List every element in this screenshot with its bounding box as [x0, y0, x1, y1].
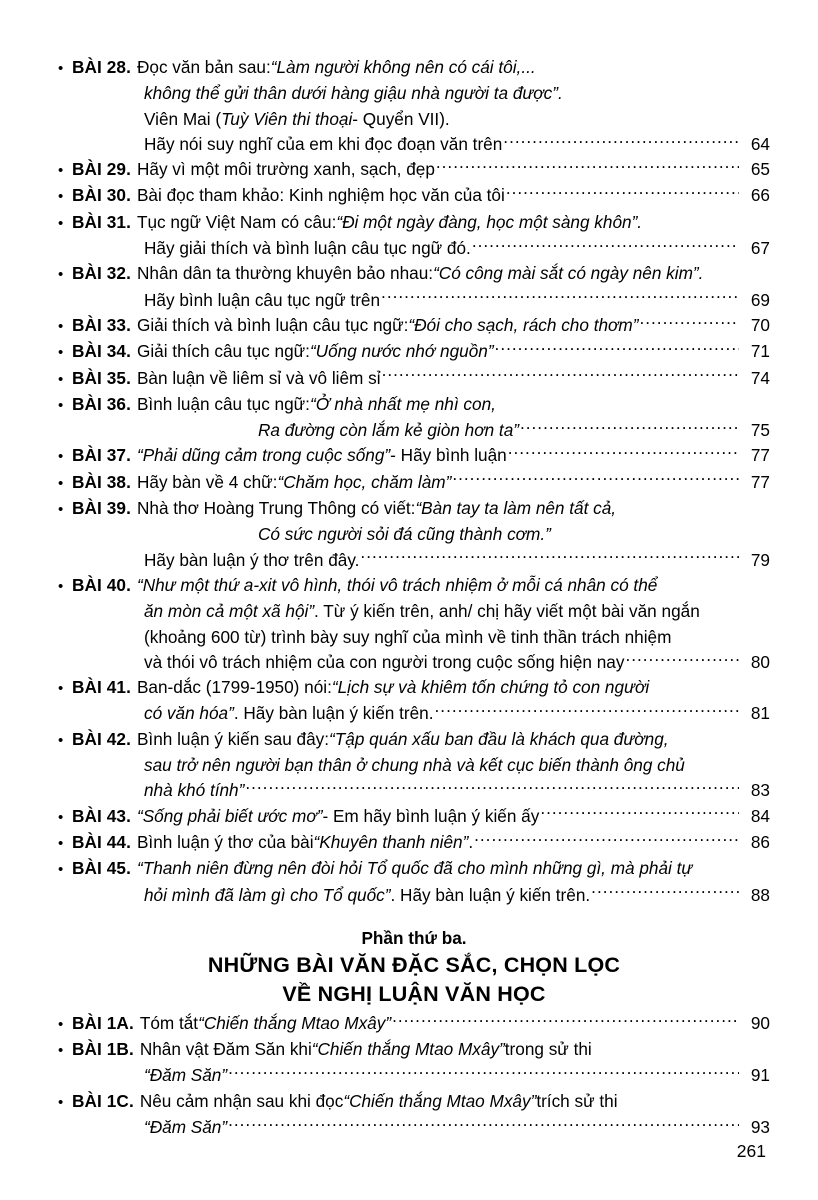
toc-entry-line: [58, 288, 770, 313]
toc-entry[interactable]: [58, 210, 770, 262]
toc-entry-line: [58, 778, 770, 803]
section-heading-title-line2: VỀ NGHỊ LUẬN VĂN HỌC: [282, 981, 546, 1006]
toc-text-italic: “Thanh niên đừng nên đòi hỏi Tổ quốc đã cho mình những gì, mà phải tự: [136, 858, 693, 879]
toc-entries-part-two: [58, 55, 770, 908]
toc-text: trong sử thi: [504, 1039, 592, 1060]
dot-leader: [382, 366, 739, 383]
dot-leader: [245, 779, 739, 796]
toc-entry-line: [58, 183, 770, 209]
toc-entry-label: BÀI 28.: [72, 57, 131, 77]
toc-text-italic: “Đăm Săn”: [144, 1116, 228, 1137]
toc-page-number: 74: [750, 367, 770, 388]
toc-text: Nhà thơ Hoàng Trung Thông có viết:: [136, 498, 416, 519]
toc-entry-label: BÀI 35.: [72, 367, 131, 388]
toc-entry-label: BÀI 29.: [72, 159, 131, 180]
toc-page-number: 66: [750, 185, 770, 206]
toc-text: Tóm tắt: [139, 1012, 199, 1033]
toc-entry[interactable]: [58, 675, 770, 727]
toc-entry[interactable]: [58, 366, 770, 392]
table-of-contents: [58, 55, 770, 1140]
toc-text-italic: “Lịch sự và khiêm tốn chứng tỏ con người: [331, 677, 650, 698]
toc-text-italic: Có sức người sỏi đá cũng thành cơm.”: [258, 524, 551, 545]
toc-text: - Quyển VII).: [352, 108, 450, 129]
toc-entry-line: [58, 675, 770, 701]
section-heading: [58, 926, 770, 1009]
bullet-icon: •: [58, 680, 64, 698]
dot-leader: [506, 184, 739, 201]
toc-text: (khoảng 600 từ) trình bày suy nghĩ của mình về tinh thần trách nhiệm: [144, 626, 672, 647]
toc-page-number: 88: [750, 884, 770, 905]
dot-leader: [228, 1116, 739, 1133]
toc-entry-line: [58, 753, 770, 778]
toc-entry[interactable]: [58, 1011, 770, 1037]
toc-entry-line: [58, 830, 770, 856]
toc-entry-line: [58, 701, 770, 726]
bullet-icon: •: [58, 577, 64, 595]
bullet-icon: •: [58, 162, 64, 180]
toc-page-number: 80: [750, 651, 770, 672]
toc-text-italic: “Chiến thắng Mtao Mxây”: [198, 1012, 392, 1033]
toc-text-italic: “Đi một ngày đàng, học một sàng khôn”.: [336, 211, 643, 232]
dot-leader: [540, 804, 739, 821]
bullet-icon: •: [58, 1042, 64, 1060]
toc-page-number: 64: [750, 133, 770, 154]
toc-page-number: 77: [750, 445, 770, 466]
dot-leader: [639, 314, 739, 331]
toc-entry-line: [58, 418, 770, 443]
toc-text-italic: “Làm người không nên có cái tôi,...: [270, 57, 536, 77]
dot-leader: [495, 340, 739, 357]
dot-leader: [625, 651, 739, 668]
toc-entry-label: BÀI 1C.: [72, 1090, 134, 1111]
toc-text-italic: ăn mòn cả một xã hội”: [144, 601, 315, 622]
toc-entry[interactable]: [58, 443, 770, 469]
page-number: 261: [736, 1141, 766, 1161]
toc-text: Giải thích câu tục ngữ:: [136, 341, 310, 362]
bullet-icon: •: [58, 1093, 64, 1111]
toc-entry[interactable]: [58, 261, 770, 313]
toc-page-number: 75: [750, 420, 770, 441]
bullet-icon: •: [58, 188, 64, 206]
toc-text-italic: “Chăm học, chăm làm”: [277, 471, 452, 492]
toc-entry[interactable]: [58, 339, 770, 365]
bullet-icon: •: [58, 317, 64, 335]
toc-page-number: 93: [750, 1116, 770, 1137]
toc-entry-line: [58, 443, 770, 469]
toc-entry-label: BÀI 1A.: [72, 1012, 134, 1033]
toc-entry-label: BÀI 38.: [72, 471, 131, 492]
toc-entry[interactable]: [58, 856, 770, 908]
toc-text: .: [468, 831, 474, 852]
toc-entry[interactable]: [58, 1037, 770, 1089]
toc-entry[interactable]: [58, 496, 770, 573]
toc-entry-line: [58, 210, 770, 236]
bullet-icon: •: [58, 501, 64, 519]
toc-entry[interactable]: [58, 573, 770, 675]
toc-entry-line: [58, 650, 770, 675]
toc-entry[interactable]: [58, 727, 770, 804]
toc-text: Hãy bàn luận ý thơ trên đây.: [144, 549, 360, 570]
bullet-icon: •: [58, 370, 64, 388]
toc-text-italic: “Phải dũng cảm trong cuộc sống”: [136, 445, 391, 466]
toc-text: Hãy giải thích và bình luận câu tục ngữ đó.: [144, 238, 471, 259]
toc-entry[interactable]: [58, 1089, 770, 1141]
toc-entry-line: [58, 883, 770, 908]
toc-entry-label: BÀI 45.: [72, 858, 131, 879]
toc-entry-line: [58, 261, 770, 287]
toc-entry-label: BÀI 31.: [72, 211, 131, 232]
dot-leader: [381, 288, 739, 305]
toc-entry[interactable]: [58, 55, 770, 157]
dot-leader: [228, 1064, 739, 1081]
toc-entry[interactable]: [58, 157, 770, 183]
toc-text: và thói vô trách nhiệm của con người trong cuộc sống hiện nay: [144, 651, 625, 672]
toc-entries-part-three: [58, 1011, 770, 1140]
toc-text-italic: có văn hóa”: [144, 703, 234, 724]
toc-page-number: 77: [750, 471, 770, 492]
toc-entry-line: [58, 1063, 770, 1088]
bullet-icon: •: [58, 1015, 64, 1033]
toc-text: Bình luận câu tục ngữ:: [136, 393, 310, 414]
toc-entry-label: BÀI 33.: [72, 314, 131, 335]
toc-text-italic: Ra đường còn lắm kẻ giòn hơn ta”: [258, 420, 519, 441]
toc-page-number: 79: [750, 549, 770, 570]
toc-text-italic: “Uống nước nhớ nguồn”: [309, 341, 494, 362]
toc-entry-label: BÀI 41.: [72, 677, 131, 698]
toc-text-italic: “Khuyên thanh niên”: [313, 831, 469, 852]
bullet-icon: •: [58, 60, 64, 77]
bullet-icon: •: [58, 731, 64, 749]
toc-text: Bài đọc tham khảo: Kinh nghiệm học văn của tôi: [136, 185, 505, 206]
toc-text: Bình luận ý kiến sau đây:: [136, 728, 330, 749]
toc-entry-line: [58, 132, 770, 157]
toc-text: Hãy nói suy nghĩ của em khi đọc đoạn văn trên: [144, 133, 503, 154]
toc-text-italic: “Đăm Săn”: [144, 1065, 228, 1086]
toc-entry-label: BÀI 1B.: [72, 1039, 134, 1060]
toc-entry-line: [58, 107, 770, 132]
toc-entry-line: [58, 339, 770, 365]
toc-entry-label: BÀI 43.: [72, 805, 131, 826]
toc-page-number: 71: [750, 341, 770, 362]
dot-leader: [474, 831, 739, 848]
toc-page-number: 83: [750, 780, 770, 801]
toc-entry-line: [58, 1011, 770, 1037]
dot-leader: [520, 419, 739, 436]
toc-page-number: 67: [750, 238, 770, 259]
toc-entry-line: [58, 548, 770, 573]
toc-text-italic: “Bàn tay ta làm nên tất cả,: [415, 498, 617, 519]
toc-text: . Hãy bàn luận ý kiến trên.: [233, 703, 434, 724]
toc-text: Ban-dắc (1799-1950) nói:: [136, 677, 332, 698]
toc-entry-line: [58, 1115, 770, 1140]
toc-text-italic: Tuỳ Viên thi thoại: [221, 108, 353, 129]
section-heading-kicker: Phần thứ ba.: [361, 927, 467, 948]
toc-text: Tục ngữ Việt Nam có câu:: [136, 211, 337, 232]
toc-text-italic: “Có công mài sắt có ngày nên kim”.: [433, 263, 704, 284]
toc-text-italic: “Như một thứ a-xit vô hình, thói vô trách nhiệm ở mỗi cá nhân có thể: [136, 574, 658, 595]
toc-entry[interactable]: [58, 830, 770, 856]
toc-entry-line: [58, 313, 770, 339]
toc-text: Hãy bình luận câu tục ngữ trên: [144, 289, 381, 310]
toc-text-italic: “Đói cho sạch, rách cho thơm”: [408, 314, 639, 335]
toc-entry-line: [58, 366, 770, 392]
bullet-icon: •: [58, 474, 64, 492]
toc-entry[interactable]: [58, 470, 770, 496]
toc-entry-label: BÀI 40.: [72, 574, 131, 595]
toc-text: Bàn luận về liêm sỉ và vô liêm sỉ: [136, 367, 381, 388]
toc-text-italic: không thể gửi thân dưới hàng giậu nhà người ta được”.: [144, 83, 563, 104]
toc-entry-line: [58, 470, 770, 496]
toc-text: Hãy vì một môi trường xanh, sạch, đẹp: [136, 159, 435, 180]
toc-text-italic: “Chiến thắng Mtao Mxây”: [343, 1090, 537, 1111]
toc-entry-line: [58, 625, 770, 650]
section-heading-title-line1: NHỮNG BÀI VĂN ĐẶC SẮC, CHỌN LỌC: [207, 952, 621, 977]
toc-entry-line: [58, 1037, 770, 1063]
toc-text-italic: “Tập quán xấu ban đầu là khách qua đường,: [329, 728, 669, 749]
toc-entry-label: BÀI 37.: [72, 445, 131, 466]
toc-entry-line: [58, 157, 770, 183]
bullet-icon: •: [58, 448, 64, 466]
toc-text-italic: “Ở nhà nhất mẹ nhì con,: [309, 393, 496, 414]
toc-entry[interactable]: [58, 804, 770, 830]
bullet-icon: •: [58, 214, 64, 232]
toc-page-number: 86: [750, 831, 770, 852]
toc-entry[interactable]: [58, 392, 770, 444]
dot-leader: [591, 883, 739, 900]
toc-text: - Em hãy bình luận ý kiến ấy: [322, 805, 540, 826]
toc-entry-line: [58, 392, 770, 418]
bullet-icon: •: [58, 861, 64, 879]
bullet-icon: •: [58, 266, 64, 284]
dot-leader: [392, 1012, 739, 1029]
toc-entry-line: [58, 55, 770, 81]
dot-leader: [436, 158, 739, 175]
toc-page-number: 91: [750, 1065, 770, 1086]
toc-entry-line: [58, 496, 770, 522]
toc-text: trích sử thi: [536, 1090, 618, 1111]
toc-text: Giải thích và bình luận câu tục ngữ:: [136, 314, 409, 335]
toc-page-number: 69: [750, 289, 770, 310]
toc-entry-line: [58, 599, 770, 624]
toc-text: Đọc văn bản sau:: [136, 57, 271, 77]
toc-entry-label: BÀI 44.: [72, 831, 131, 852]
bullet-icon: •: [58, 808, 64, 826]
toc-entry-line: [58, 522, 770, 547]
toc-page-number: 81: [750, 703, 770, 724]
toc-text: Bình luận ý thơ của bài: [136, 831, 314, 852]
toc-text-italic: hỏi mình đã làm gì cho Tổ quốc”: [144, 884, 391, 905]
toc-page-number: 70: [750, 314, 770, 335]
toc-text: Hãy bàn về 4 chữ:: [136, 471, 278, 492]
toc-entry-label: BÀI 36.: [72, 393, 131, 414]
toc-entry[interactable]: [58, 313, 770, 339]
dot-leader: [503, 133, 739, 150]
toc-text: - Hãy bình luận: [390, 445, 507, 466]
toc-entry-line: [58, 236, 770, 261]
toc-entry-label: BÀI 42.: [72, 728, 131, 749]
toc-text: Nêu cảm nhận sau khi đọc: [139, 1090, 344, 1111]
toc-entry-line: [58, 1089, 770, 1115]
dot-leader: [435, 702, 739, 719]
bullet-icon: •: [58, 834, 64, 852]
toc-entry-line: [58, 856, 770, 882]
dot-leader: [360, 548, 739, 565]
toc-page-number: 90: [750, 1012, 770, 1033]
toc-entry-label: BÀI 30.: [72, 185, 131, 206]
toc-text: Nhân vật Đăm Săn khi: [139, 1039, 312, 1060]
bullet-icon: •: [58, 396, 64, 414]
toc-text-italic: “Sống phải biết ước mơ”: [136, 805, 323, 826]
dot-leader: [452, 471, 739, 488]
dot-leader: [472, 237, 739, 254]
toc-text-italic: sau trở nên người bạn thân ở chung nhà và kết cục biến thành ông chủ: [144, 755, 685, 776]
toc-text-italic: “Chiến thắng Mtao Mxây”: [311, 1039, 505, 1060]
toc-text-italic: nhà khó tính”: [144, 780, 245, 801]
dot-leader: [508, 444, 739, 461]
toc-page-number: 84: [750, 805, 770, 826]
toc-text: Nhân dân ta thường khuyên bảo nhau:: [136, 263, 434, 284]
toc-entry-line: [58, 81, 770, 106]
bullet-icon: •: [58, 344, 64, 362]
toc-entry-line: [58, 804, 770, 830]
toc-text: . Hãy bàn luận ý kiến trên.: [390, 884, 591, 905]
toc-text: Viên Mai (: [144, 108, 222, 129]
toc-entry-label: BÀI 32.: [72, 263, 131, 284]
toc-entry-line: [58, 573, 770, 599]
toc-page-number: 65: [750, 159, 770, 180]
toc-text: . Từ ý kiến trên, anh/ chị hãy viết một bài văn ngắn: [314, 601, 700, 622]
toc-entry-label: BÀI 34.: [72, 341, 131, 362]
toc-entry[interactable]: [58, 183, 770, 209]
toc-entry-line: [58, 727, 770, 753]
toc-entry-label: BÀI 39.: [72, 498, 131, 519]
